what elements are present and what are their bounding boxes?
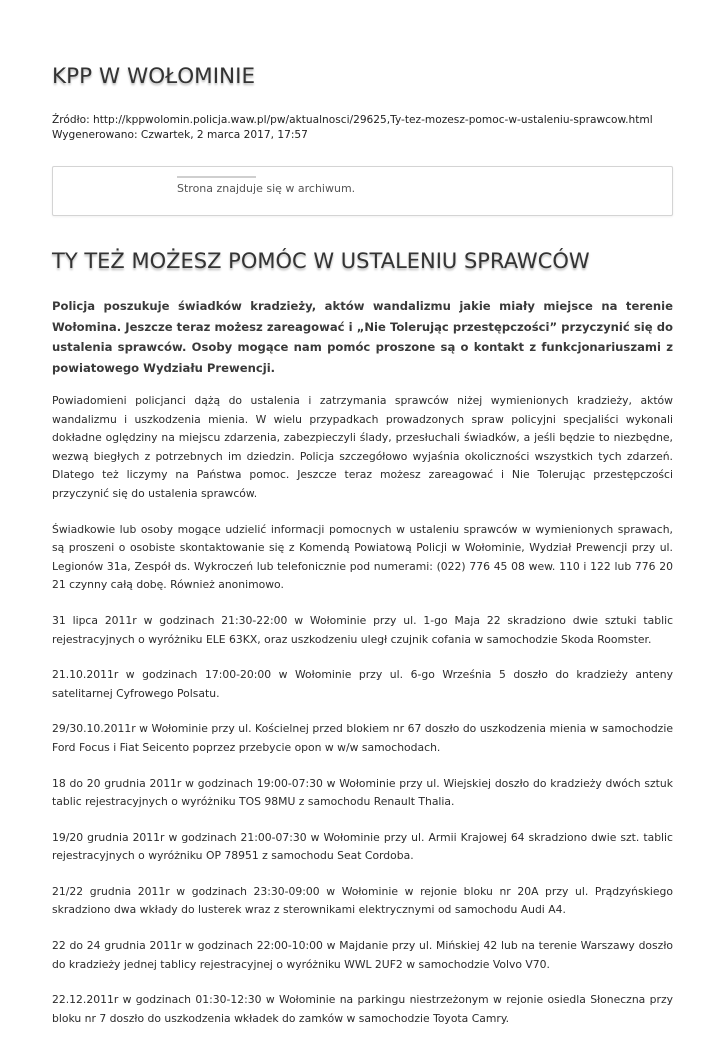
article-paragraph: 21.10.2011r w godzinach 17:00-20:00 w Wołominie przy ul. 6-go Września 5 doszło do kradzieży anteny satelitarnej Cyfrowego Polsatu. (52, 668, 673, 700)
article-paragraph: 22 do 24 grudnia 2011r w godzinach 22:00-10:00 w Majdanie przy ul. Mińskiej 42 lub na terenie Warszawy doszło do kradzieży jednej tablicy rejestracyjnej o wyróżniku WWL 2UF2 w samochodzie Volvo V70. (52, 939, 673, 971)
article-paragraph: 18 do 20 grudnia 2011r w godzinach 19:00-07:30 w Wołominie przy ul. Wiejskiej doszło do kradzieży dwóch sztuk tablic rejestracyjnych o wyróżniku TOS 98MU z samochodu Renault Thalia. (52, 776, 673, 809)
archive-notice-box (52, 166, 673, 216)
article-paragraph: 19/20 grudnia 2011r w godzinach 21:00-07:30 w Wołominie przy ul. Armii Krajowej 64 skradziono dwie szt. tablic rejestracyjnych o wyróżniku OP 78951 z samochodu Seat Cordoba. (52, 830, 673, 863)
article-paragraph: 29/30.10.2011r w Wołominie przy ul. Kościelnej przed blokiem nr 67 doszło do uszkodzenia mienia w samochodzie Ford Focus i Fiat Seicento poprzez przebycie opon w w/w samochodach. (52, 722, 673, 754)
article-lead: Policja poszukuje świadków kradzieży, aktów wandalizmu jakie miały miejsce na terenie Wołomina. Jeszcze teraz możesz zareagować i „Nie Tolerując przestępczości” przyczynić się do ustalenia sprawców. Osoby mogące nam pomóc proszone są o kontakt z funkcjonariuszami z powiatowego Wydziału Prewencji. (52, 299, 673, 375)
article-paragraph: 21/22 grudnia 2011r w godzinach 23:30-09:00 w Wołominie w rejonie bloku nr 20A przy ul. Prądzyńskiego skradziono dwa wkłady do lusterek wraz z sterownikami elektrycznymi od samochodu Audi A4. (52, 884, 673, 917)
site-title: KPP W WOŁOMINIE (52, 64, 256, 89)
article-paragraph: Świadkowie lub osoby mogące udzielić informacji pomocnych w ustaleniu sprawców w wymienionych sprawach, są proszeni o osobiste skontaktowanie się z Komendą Powiatową Policji w Wołominie, Wydział Prewencji przy ul. Legionów 31a, Zespół ds. Wykroczeń lub telefonicznie pod numerami: (022) 776 45 08 wew. 110 i 122 lub 776 20 21 czynny całą dobę. Również anonimowo. (52, 522, 673, 592)
article-paragraph: 22.12.2011r w godzinach 01:30-12:30 w Wołominie na parkingu niestrzeżonym w rejonie osiedla Słoneczna przy bloku nr 7 doszło do uszkodzenia wkładek do zamków w samochodzie Toyota Camry. (52, 993, 673, 1025)
archive-notice-bar (177, 176, 256, 178)
article-paragraph: 31 lipca 2011r w godzinach 21:30-22:00 w Wołominie przy ul. 1-go Maja 22 skradziono dwie sztuki tablic rejestracyjnych o wyróżniku ELE 63KX, oraz uszkodzeniu uległ czujnik cofania w samochodzie Skoda Roomster. (52, 613, 673, 646)
article-body (52, 392, 673, 1045)
article-paragraph: Powiadomieni policjanci dążą do ustalenia i zatrzymania sprawców niżej wymienionych kradzieży, aktów wandalizmu i uszkodzenia mienia. W wielu przypadkach prowadzonych spraw policyjni specjaliści wykonali dokładne oględziny na miejscu zdarzenia, zabezpieczyli ślady, przesłuchali świadków, a jeśli będzie to niezbędne, wezwą biegłych z potrzebnych im dziedzin. Policja szczegółowo wyjaśnia okoliczności wszystkich tych zdarzeń. Dlatego też liczymy na Państwa pomoc. Jeszcze teraz możesz zareagować i Nie Tolerując przestępczości przyczynić się do ustalenia sprawców. (52, 394, 673, 500)
source-line: Źródło: http://kppwolomin.policja.waw.pl/pw/aktualnosci/29625,Ty-tez-mozesz-pomoc-w-ustaleniu-sprawcow.html (52, 114, 653, 126)
generated-line: Wygenerowano: Czwartek, 2 marca 2017, 17:57 (52, 129, 308, 141)
archive-notice-text: Strona znajduje się w archiwum. (177, 182, 356, 195)
document-meta (52, 113, 692, 143)
article-title: TY TEŻ MOŻESZ POMÓC W USTALENIU SPRAWCÓW (52, 249, 590, 273)
